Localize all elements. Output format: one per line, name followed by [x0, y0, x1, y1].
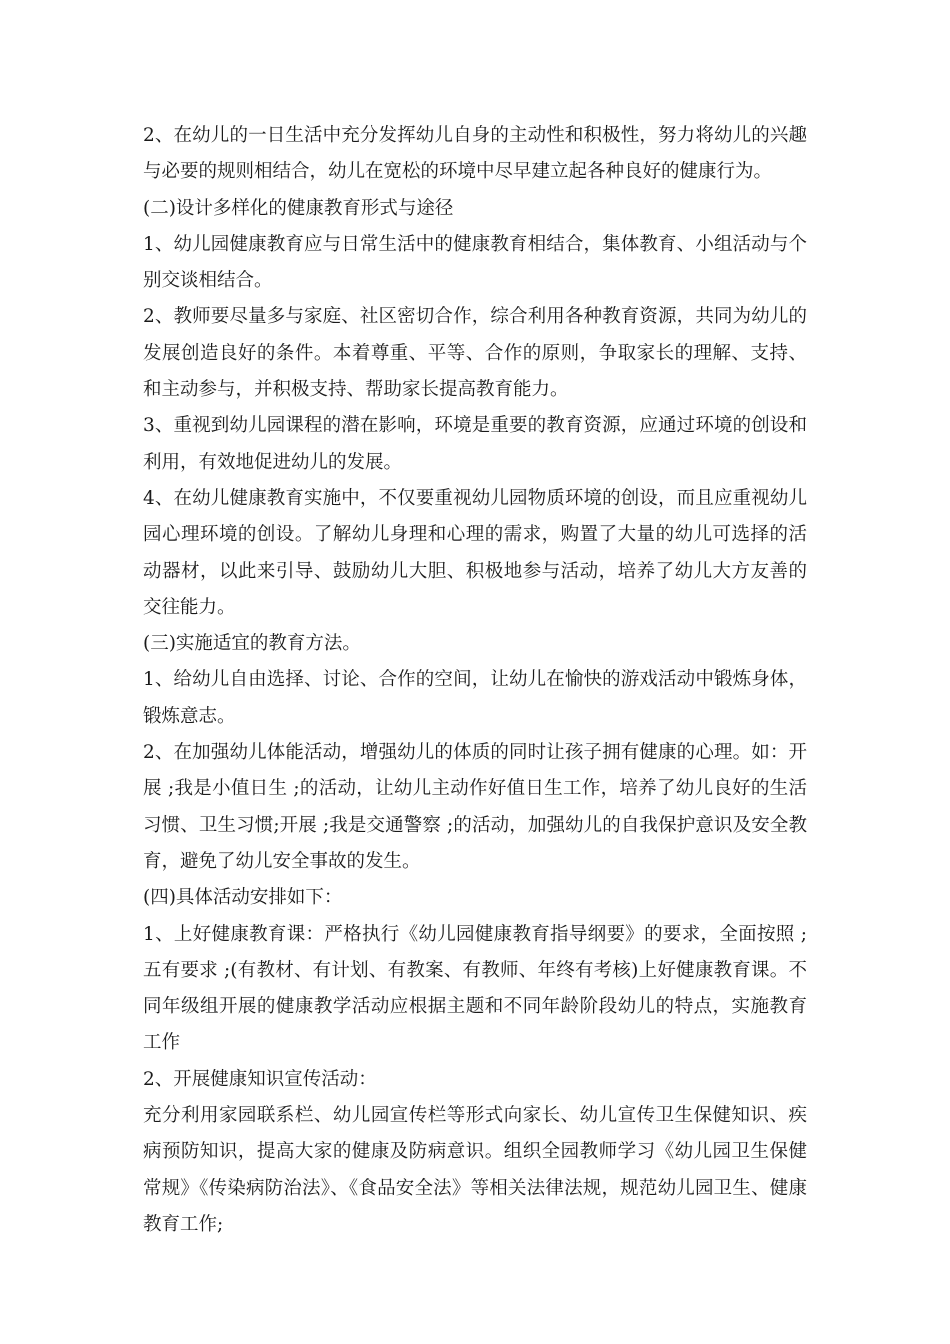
paragraph-3: 1、幼儿园健康教育应与日常生活中的健康教育相结合，集体教育、小组活动与个别交谈相结合。 — [143, 233, 807, 292]
paragraph-12: 2、开展健康知识宣传活动： — [143, 1068, 377, 1090]
paragraph-6: 4、在幼儿健康教育实施中，不仅要重视幼儿园物质环境的创设，而且应重视幼儿园心理环境的创设。了解幼儿身理和心理的需求，购置了大量的幼儿可选择的活动器材，以此来引导、鼓励幼儿大胆、积极地参与活动，培养了幼儿大方友善的交往能力。 — [143, 487, 807, 618]
section-heading-2: (二)设计多样化的健康教育形式与途径 — [143, 197, 454, 219]
paragraph-1: 2、在幼儿的一日生活中充分发挥幼儿自身的主动性和积极性，努力将幼儿的兴趣与必要的规则相结合，幼儿在宽松的环境中尽早建立起各种良好的健康行为。 — [143, 125, 807, 183]
paragraph-5: 3、重视到幼儿园课程的潜在影响，环境是重要的教育资源，应通过环境的创设和利用，有效地促进幼儿的发展。 — [143, 415, 807, 473]
paragraph-8: 1、给幼儿自由选择、讨论、合作的空间，让幼儿在愉快的游戏活动中锻炼身体，锻炼意志。 — [143, 669, 807, 727]
section-heading-4: (四)具体活动安排如下： — [143, 887, 343, 909]
paragraph-4: 2、教师要尽量多与家庭、社区密切合作，综合利用各种教育资源，共同为幼儿的发展创造良好的条件。本着尊重、平等、合作的原则，争取家长的理解、支持、和主动参与，并积极支持、帮助家长提高教育能力。 — [143, 306, 807, 401]
paragraph-13: 充分利用家园联系栏、幼儿园宣传栏等形式向家长、幼儿宣传卫生保健知识、疾病预防知识，提高大家的健康及防病意识。组织全园教师学习《幼儿园卫生保健常规》《传染病防治法》、《食品安全法》等相关法律法规，规范幼儿园卫生、健康教育工作; — [143, 1105, 807, 1235]
section-heading-3: (三)实施适宜的教育方法。 — [143, 633, 361, 655]
document-body — [143, 118, 807, 1243]
paragraph-9: 2、在加强幼儿体能活动，增强幼儿的体质的同时让孩子拥有健康的心理。如：开展 ;我是小值日生 ;的活动，让幼儿主动作好值日生工作，培养了幼儿良好的生活习惯、卫生习惯;开展 ;我是交通警察 ;的活动，加强幼儿的自我保护意识及安全教育，避免了幼儿安全事故的发生。 — [143, 742, 807, 872]
paragraph-11: 1、上好健康教育课：严格执行《幼儿园健康教育指导纲要》的要求，全面按照 ;五有要求 ;(有教材、有计划、有教案、有教师、年终有考核)上好健康教育课。不同年级组开展的健康教学活动应根据主题和不同年龄阶段幼儿的特点，实施教育工作 — [143, 923, 807, 1054]
